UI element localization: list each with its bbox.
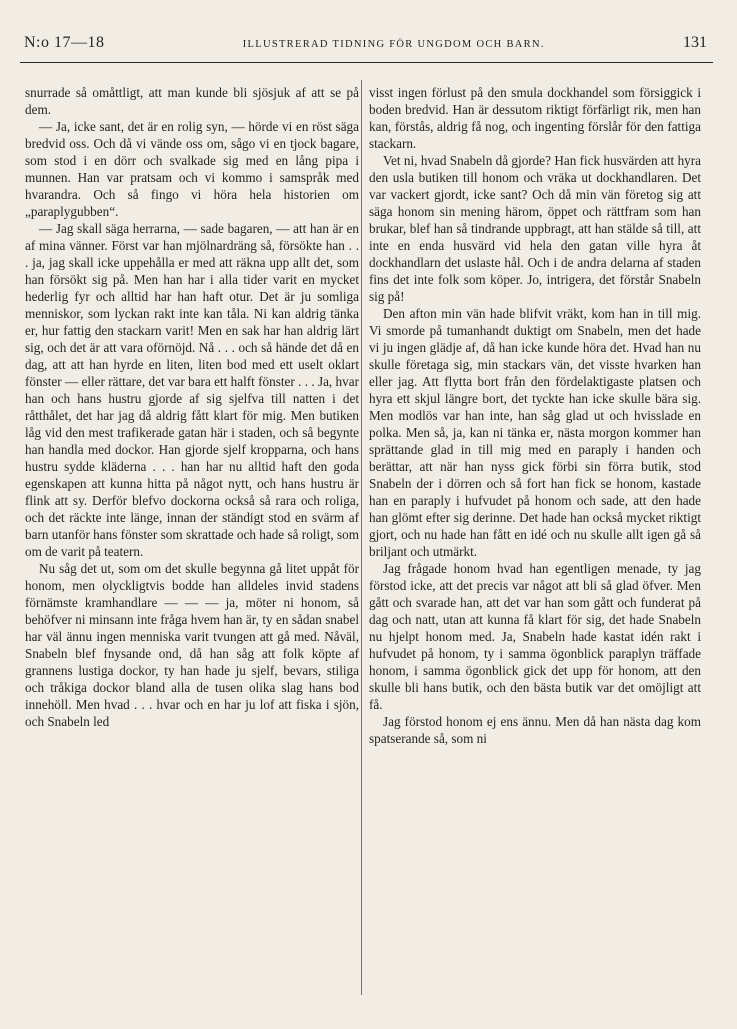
- page-number: 131: [683, 34, 707, 51]
- right-paragraph-3: Den afton min vän hade blifvit vräkt, kom han in till mig. Vi smorde på tumanhandt duktigt om Snabeln, men det hade vi ju ingen glädje af, då han icke kunde höra det. Hvad han nu skulle företaga sig, min stackars vän, det visste hvarken han eller jag. Att flytta bort från den fördelaktigaste platsen och hyra ett skjul längre bort, det tyckte han icke skulle bära sig. Men modlös var han inte, han såg glad ut och hvisslade en polka. Men så, ja, kan ni tänka er, nästa morgon kommer han sprättande glad in till mig med en paraply i handen och berättar, att när han nyss gick förbi sin förra butik, stod Snabeln der i dörren och så fort han fick se honom, kastade han en paraply i hufvudet på honom och sade, att den hade han glömt efter sig derinne. Det hade han också mycket riktigt gjort, och nu hade han fått en idé och nu skulle allt igen gå så briljant och utmärkt.: [369, 306, 701, 559]
- column-divider: [361, 80, 362, 995]
- right-paragraph-1: visst ingen förlust på den smula dockhandel som försiggick i boden bredvid. Han är dessutom riktigt förfärligt rik, men han kan, förstås, aldrig få nog, och ingenting förslår för den fattiga stackarn.: [369, 85, 701, 151]
- right-paragraph-4: Jag frågade honom hvad han egentligen menade, ty jag förstod icke, att det precis var något att bli så glad öfver. Men gått och svarade han, att det var han som gått och funderat på dag och natt, utan att kunna få klart för sig, det hade Snabeln nu hjelpt honom med. Ja, Snabeln hade kastat idén rakt i hufvudet på honom, ty i samma ögonblick paraplyn träffade honom, i samma ögonblick gick det upp för honom, att den skulle bli hans butik, och den bästa butik var det omöjligt att få.: [369, 561, 701, 712]
- right-paragraph-2: Vet ni, hvad Snabeln då gjorde? Han fick husvärden att hyra den usla butiken till honom och vräka ut dockhandlaren. Det var vackert gjordt, icke sant? Och då min vän företog sig att säga honom sin mening härom, öppet och rättfram som han brukar, blef han så tindrande uppbragt, att han stälde så till, att inte en enda husvärd vid hela den gatan ville hyra åt dockhandlarn det uslaste hål. Och i de andra delarna af staden fins det inte folk som köper. Jo, intrigera, det förstår Snabeln sig på!: [369, 153, 701, 304]
- header-rule: [20, 62, 713, 63]
- left-paragraph-2: — Ja, icke sant, det är en rolig syn, — hörde vi en röst säga bredvid oss. Och då vi vände oss om, sågo vi en tjock bagare, som stod i en dörr och svalkade sig med en lång pipa i munnen. Han var pratsam och vi kommo i samspråk med hvarandra. Och så fingo vi höra hela historien om „paraplygubben“.: [25, 119, 359, 219]
- issue-number: N:o 17—18: [24, 34, 105, 51]
- page-header: [24, 34, 707, 56]
- left-paragraph-3: — Jag skall säga herrarna, — sade bagaren, — att han är en af mina vänner. Först var han mjölnardräng så, försökte han . . . ja, jag skall icke uppehålla er med att räkna upp allt det, som han försökt sig på. Men han har i alla tider varit en mycket hederlig fyr och alltid har han haft otur. Det är ju somliga menniskor, som lyckan rakt inte kan tåla. Ni kan aldrig tänka er, hur fattig den stackarn varit! Men en sak har han aldrig lärt sig, och det är att vara oförnöjd. Nå . . . och så hände det då en dag, att att han hyrde en liten, liten bod med ett uselt oklart fönster — eller rättare, det var bara ett halft fönster . . . Ja, hvar han och hans hustru gjorde af sig sjelfva till natten i det råtthålet, det har jag då aldrig fått klart för mig. Men butiken låg vid den mest trafikerade gatan här i staden, och så begynte han handla med dockor. Han gjorde sjelf kropparna, och hans hustru sydde kläderna . . . han har nu alltid haft den goda egenskapen att kunna hitta på något nytt, och hans hustru är flink att sy. Derför blefvo dockorna också så rara och roliga, och det räckte inte länge, innan der ständigt stod en svärm af barn utanför hans fönster som skrattade och hade så roligt, som om de varit på teatern.: [25, 221, 359, 559]
- publication-title: ILLUSTRERAD TIDNING FÖR UNGDOM OCH BARN.: [242, 39, 545, 50]
- left-paragraph-4: Nu såg det ut, som om det skulle begynna gå litet uppåt för honom, men olyckligtvis bodde han alldeles invid stadens förnämste kramhandlare — — — ja, möter ni honom, så behöfver ni minsann inte fråga hvem han är, ty en sådan snabel har väl ännu ingen menniska varit tvungen att gå med. Nåväl, Snabeln blef fnysande ond, då han såg att folk köpte af grannens lustiga dockor, ty han hade ju sjelf, bevars, stiliga och tråkiga dockor bland alla de tusen olika slag hans bod innehöll. Men hvad . . . hvar och en har ju lof att fiska i sjön, och Snabeln led: [25, 561, 359, 729]
- right-paragraph-5: Jag förstod honom ej ens ännu. Men då han nästa dag kom spatserande så, som ni: [369, 714, 701, 746]
- left-paragraph-1: snurrade så omåttligt, att man kunde bli sjösjuk af att se på dem.: [25, 85, 359, 117]
- left-column: [25, 84, 359, 730]
- right-column: [369, 84, 701, 747]
